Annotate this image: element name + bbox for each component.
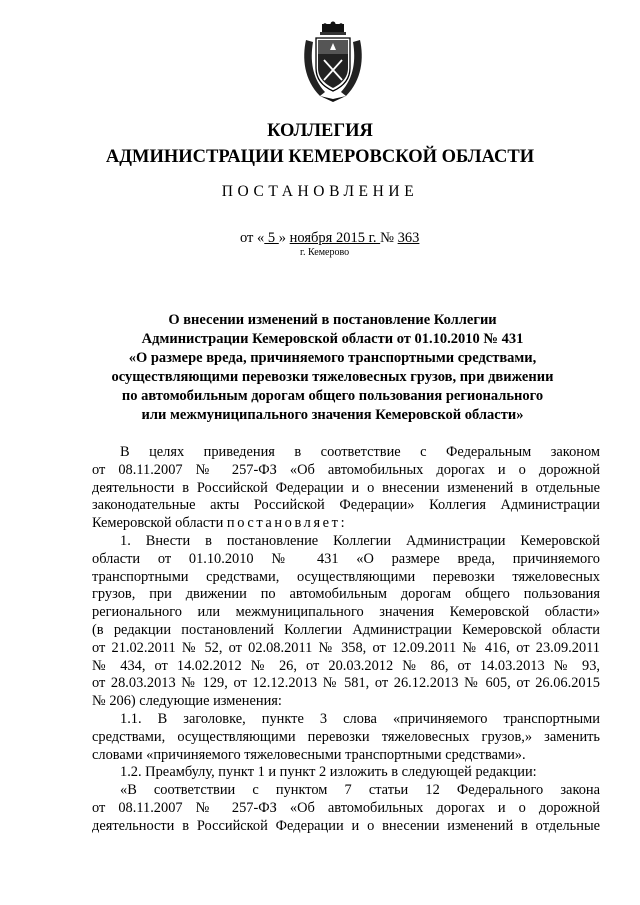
document-title (95, 311, 570, 425)
body-text: Кемеровской области (92, 515, 227, 532)
body-line: транспортными средствами, осуществляющими перевозки тяжеловесных (92, 568, 600, 585)
emblem-graphic (300, 20, 366, 104)
body-line: регионального или межмуниципального значения Кемеровской области» (92, 604, 600, 621)
body-line: деятельности в Российской Федерации и о внесении изменений в отдельные (92, 817, 600, 834)
body-line: В целях приведения в соответствие с Федеральным законом (120, 444, 600, 460)
document-number: 363 (397, 230, 420, 246)
body-line: области от 01.10.2010 № 431 «О размере вреда, причиняемого (92, 550, 600, 567)
date-and-number (240, 229, 419, 247)
number-sign: № (380, 230, 398, 246)
coat-of-arms-icon (300, 20, 366, 104)
body-line (92, 515, 600, 533)
title-line: по автомобильным дорогам общего пользования регионального (121, 388, 544, 404)
body-line: деятельности в Российской Федерации и о внесении изменений в отдельные (92, 479, 600, 496)
body-line: № 434, от 14.02.2012 № 26, от 20.03.2012 № 86, от 14.03.2013 № 93, (92, 657, 600, 674)
org-name-line-1: КОЛЛЕГИЯ (267, 121, 373, 141)
body-line: № 206) следующие изменения: (92, 693, 282, 710)
body-line: 1.2. Преамбулу, пункт 1 и пункт 2 изложить в следующей редакции: (120, 764, 537, 781)
body-line: (в редакции постановлений Коллегии Администрации Кемеровской области (92, 621, 600, 638)
body-line: средствами, осуществляющими перевозки тяжеловесных грузов,» заменить (92, 728, 600, 745)
date-month-year: ноября 2015 г. (289, 230, 381, 246)
title-line: Администрации Кемеровской области от 01.10.2010 № 431 (141, 331, 524, 347)
body-line: законодательные акты Российской Федерации» Коллегия Администрации (92, 497, 600, 514)
title-line: О внесении изменений в постановление Коллегии (168, 312, 497, 328)
date-day: 5 (264, 230, 279, 246)
body-line: от 28.03.2013 № 129, от 12.12.2013 № 581, от 26.12.2013 № 605, от 26.06.2015 (92, 675, 600, 692)
title-line: осуществляющими перевозки тяжеловесных грузов, при движении (111, 369, 554, 385)
body-line: 1.1. В заголовке, пункте 3 слова «причиняемого транспортными (120, 710, 600, 727)
body-line: от 21.02.2011 № 52, от 02.08.2011 № 358, от 12.09.2011 № 416, от 23.09.2011 (92, 639, 600, 656)
resolves-word: постановляет: (226, 515, 348, 532)
body-line: словами «причиняемого тяжеловесными транспортными средствами». (92, 746, 526, 763)
document-body (92, 444, 600, 836)
body-line: 1. Внести в постановление Коллегии Администрации Кемеровской (120, 532, 600, 549)
date-prefix: от « (240, 230, 265, 246)
city-name: г. Кемерово (300, 247, 350, 258)
title-line: или межмуниципального значения Кемеровской области» (141, 407, 524, 423)
body-line: от 08.11.2007 № 257-ФЗ «Об автомобильных дорогах и о дорожной (92, 799, 600, 816)
title-line: «О размере вреда, причиняемого транспортными средствами, (128, 350, 537, 366)
org-name-line-2: АДМИНИСТРАЦИИ КЕМЕРОВСКОЙ ОБЛАСТИ (105, 147, 535, 167)
body-line: «В соответствии с пунктом 7 статьи 12 Федерального закона (120, 782, 600, 799)
body-line: грузов, при движении по автомобильным дорогам общего пользования (92, 586, 600, 603)
date-mid: » (278, 230, 290, 246)
document-type: ПОСТАНОВЛЕНИЕ (221, 183, 419, 200)
body-line: от 08.11.2007 № 257-ФЗ «Об автомобильных дорогах и о дорожной (92, 461, 600, 478)
